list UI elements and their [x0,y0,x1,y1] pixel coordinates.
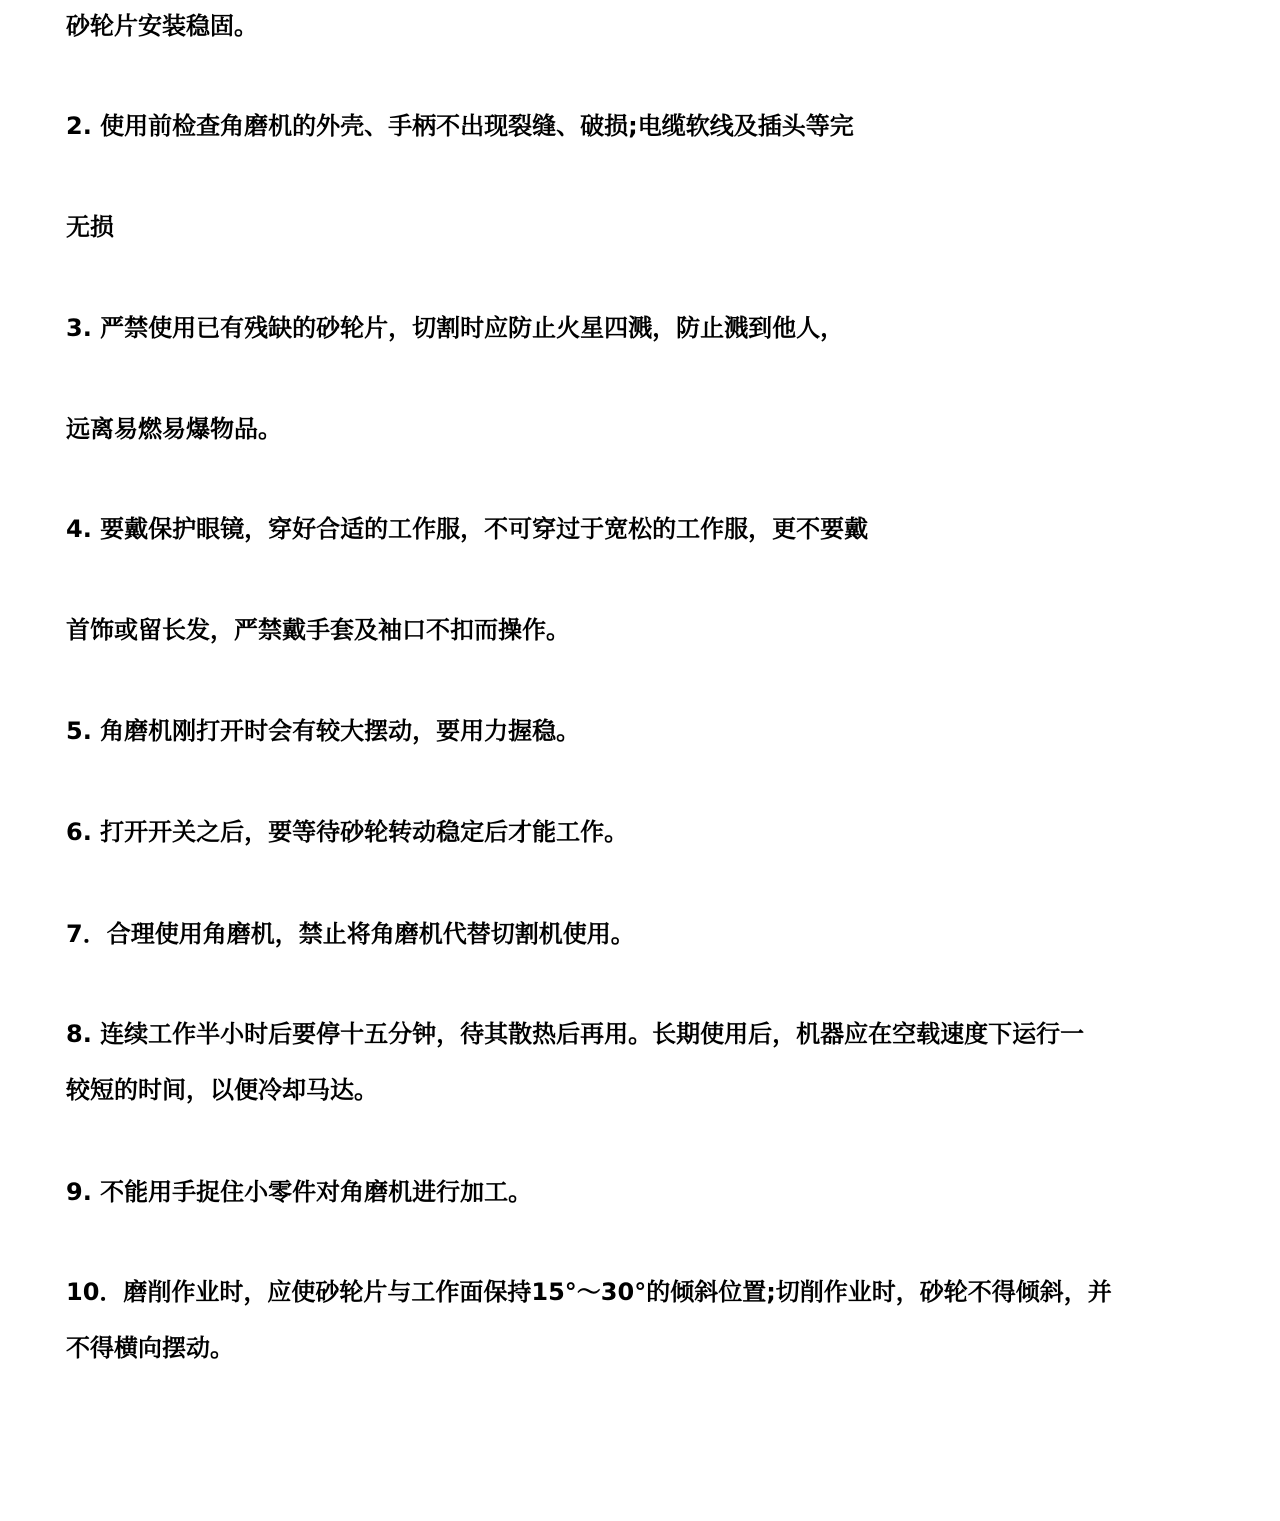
text-line-item-5: 5. 角磨机刚打开时会有较大摆动，要用力握稳。 [66,717,581,745]
text-line-item-2-cont: 无损 [66,213,114,241]
text-line-item-3-cont: 远离易燃易爆物品。 [66,415,282,443]
text-line-item-9: 9. 不能用手捉住小零件对角磨机进行加工。 [66,1178,533,1206]
text-line-item-4: 4. 要戴保护眼镜，穿好合适的工作服，不可穿过于宽松的工作服，更不要戴 [66,515,869,543]
text-line-item-2: 2. 使用前检查角磨机的外壳、手柄不出现裂缝、破损;电缆软线及插头等完 [66,112,854,140]
text-line-item-8: 8. 连续工作半小时后要停十五分钟，待其散热后再用。长期使用后，机器应在空载速度下运行一 [66,1020,1085,1048]
text-line-item-6: 6. 打开开关之后，要等待砂轮转动稳定后才能工作。 [66,818,629,846]
text-line-item-8-cont: 较短的时间，以便冷却马达。 [66,1076,378,1104]
text-line-item-4-cont: 首饰或留长发，严禁戴手套及袖口不扣而操作。 [66,616,570,644]
text-line-item-10-cont: 不得横向摆动。 [66,1334,234,1362]
text-line-item-7: 7．合理使用角磨机，禁止将角磨机代替切割机使用。 [66,920,635,948]
text-line-secure-wheel: 砂轮片安装稳固。 [66,12,258,40]
text-line-item-10: 10．磨削作业时，应使砂轮片与工作面保持15°～30°的倾斜位置;切削作业时，砂轮不得倾斜，并 [66,1278,1112,1306]
text-line-item-3: 3. 严禁使用已有残缺的砂轮片，切割时应防止火星四溅，防止溅到他人， [66,314,845,342]
